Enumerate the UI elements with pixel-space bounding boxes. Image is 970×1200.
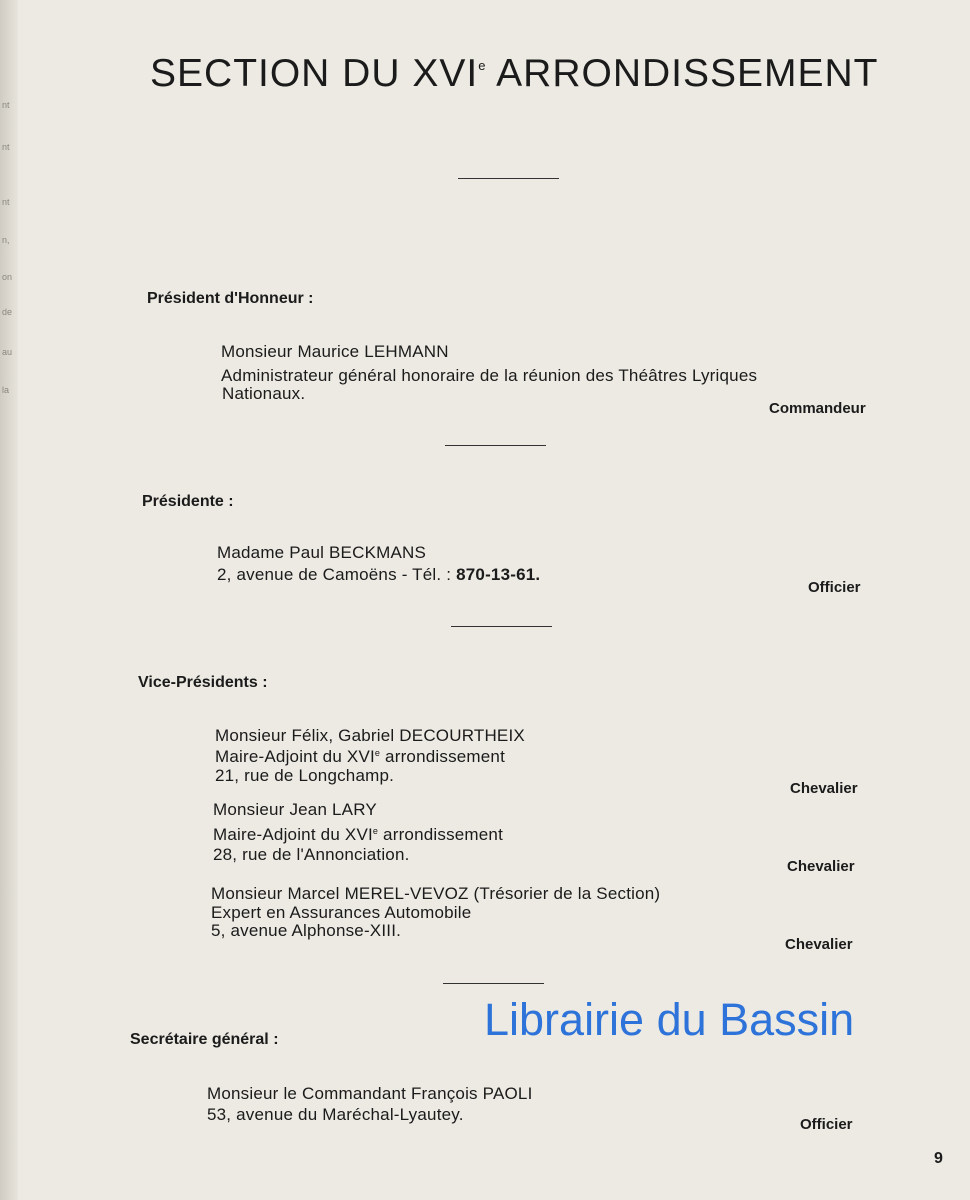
member-address: 21, rue de Longchamp. [215,766,395,785]
section-heading-president-honneur: Président d'Honneur : [147,290,314,307]
member-address: 5, avenue Alphonse-XIII. [211,921,402,940]
member-name: Monsieur Maurice LEHMANN [221,342,449,361]
member-title: Administrateur général honoraire de la réunion des Théâtres Lyriques [221,366,758,385]
member-title-continued: Nationaux. [222,384,306,403]
divider [443,983,544,984]
section-heading-vice-presidents: Vice-Présidents : [138,674,268,691]
decoration-rank: Officier [808,579,861,596]
decoration-rank: Chevalier [787,858,855,875]
decoration-rank: Commandeur [769,400,866,417]
member-address: 2, avenue de Camoëns - Tél. : 870-13-61. [217,565,541,584]
member-role: Maire-Adjoint du XVIe arrondissement [213,825,504,844]
member-name: Monsieur Marcel MEREL-VEVOZ (Trésorier de la Section) [211,884,661,903]
member-role: Expert en Assurances Automobile [211,903,472,922]
divider [445,445,546,446]
section-heading-presidente: Présidente : [142,493,234,510]
facing-page-edge: nt nt nt n, on de au la [0,0,18,1200]
divider [458,178,559,179]
member-address: 28, rue de l'Annonciation. [213,845,410,864]
member-address: 53, avenue du Maréchal-Lyautey. [207,1105,464,1124]
decoration-rank: Chevalier [790,780,858,797]
divider [451,626,552,627]
page-number: 9 [934,1150,943,1167]
member-role: Maire-Adjoint du XVIe arrondissement [215,747,506,766]
member-name: Monsieur Jean LARY [213,800,377,819]
watermark: Librairie du Bassin [484,994,855,1045]
member-name: Madame Paul BECKMANS [217,543,427,562]
decoration-rank: Chevalier [785,936,853,953]
member-name: Monsieur Félix, Gabriel DECOURTHEIX [215,726,525,745]
phone-number: 870-13-61. [456,565,541,584]
section-heading-secretaire: Secrétaire général : [130,1031,279,1048]
member-name: Monsieur le Commandant François PAOLI [207,1084,533,1103]
decoration-rank: Officier [800,1116,853,1133]
page-title: SECTION DU XVIe ARRONDISSEMENT [150,52,879,95]
